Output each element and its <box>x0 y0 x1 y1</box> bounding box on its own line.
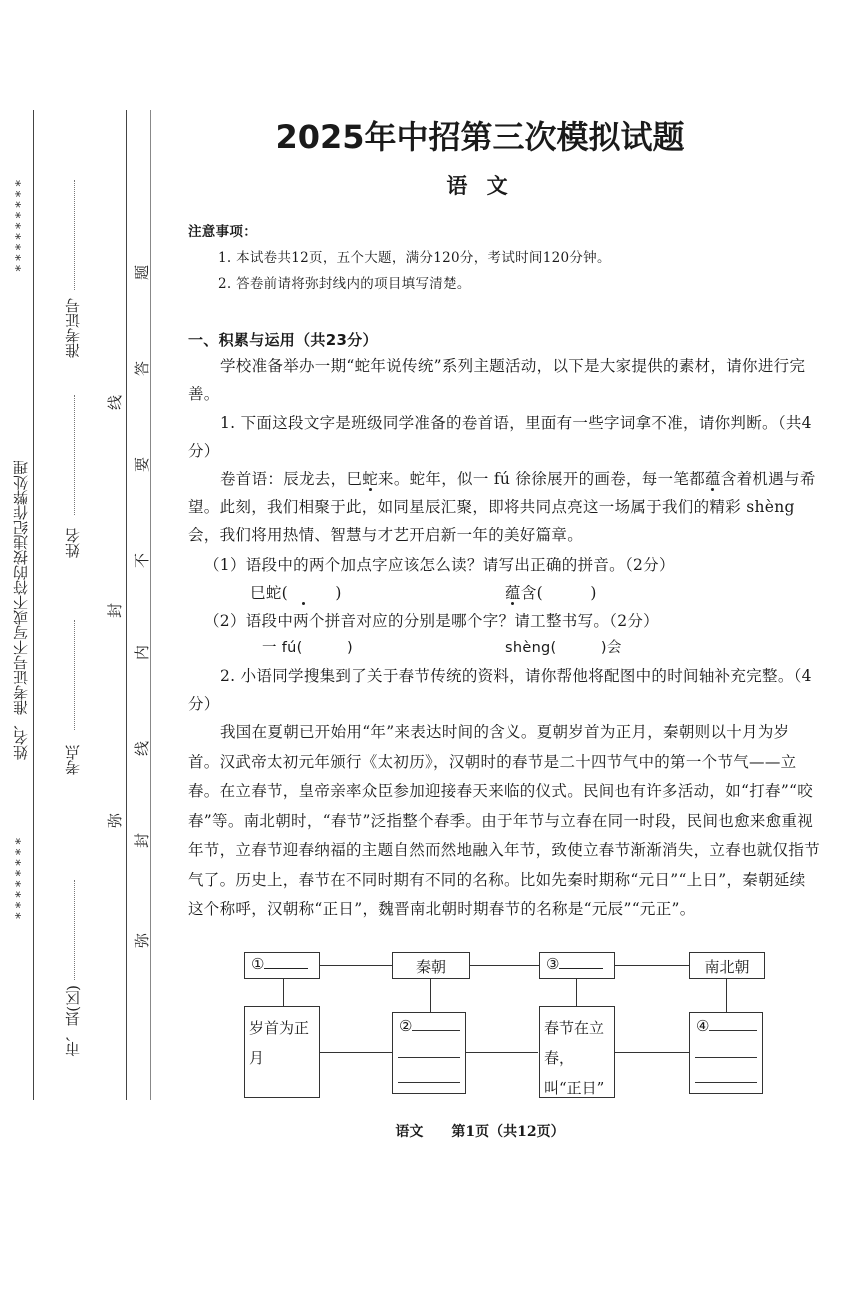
seal-char-feng-1: 封 <box>106 602 125 619</box>
margin-line-1 <box>33 110 34 1100</box>
question-1-stem: 1. 下面这段文字是班级同学准备的卷首语，里面有一些字词拿不准，请你判断。（共4分） <box>188 414 812 460</box>
seal-char-bu: 不 <box>133 552 152 569</box>
timeline-top-connector-3 <box>614 965 689 966</box>
timeline-top-connector-1 <box>320 965 392 966</box>
question-2-passage: 我国在夏朝已开始用“年”来表达时间的含义。夏朝岁首为正月，秦朝则以十月为岁首。汉武帝太初元年颁行《太初历》，汉朝时的春节是二十四节气中的第一个节气——立春。在立春节，皇帝亲率众臣参加迎接春天来临的仪式。民间也有许多活动，如“打春”“咬春”等。南北朝时，“春节”泛指整个春季。由于年节与立春在同一时段，民间也愈来愈重视年节，立春节迎春纳福的主题自然而然地融入年节，致使立春节渐渐消失，立春也就仅指节气了。历史上，春节在不同时期有不同的名称。比如先秦时期称“元日”“上日”，秦朝延续这个称呼，汉朝称“正日”，魏晋南北朝时期春节的名称是“元辰”“元正”。 <box>188 723 821 918</box>
section-1-heading: 一、积累与运用（共23分） <box>188 331 378 349</box>
dotted-char-yun: 蕴 <box>705 470 721 488</box>
timeline-vconn-3 <box>576 978 577 1006</box>
timeline-blank-3-line <box>559 968 603 969</box>
seal-char-ti: 题 <box>133 264 152 281</box>
answer-fu-blank[interactable]: 一 fú( ) <box>262 640 353 656</box>
margin-stars-bottom: * * * * * * * * <box>7 838 22 919</box>
timeline-top-connector-2 <box>470 965 540 966</box>
timeline-blank-2-line-3 <box>398 1082 460 1083</box>
timeline-blank-2-line-2 <box>398 1057 460 1058</box>
timeline-top-box-1[interactable] <box>244 952 320 979</box>
timeline-bottom-box-3 <box>539 1006 615 1098</box>
timeline-blank-2-line-1 <box>412 1030 460 1031</box>
exam-site-label: 考点 <box>64 745 82 775</box>
passage-part-b: 来。蛇年，似一 fú 徐徐展开的画卷，每一笔都 <box>378 470 705 488</box>
timeline-bottom-box-1 <box>244 1006 320 1098</box>
margin-vertical-note: 姓名、准考证号不写或不符的按违纪作弊处理 <box>12 460 30 760</box>
timeline-qin-label: 秦朝 <box>415 958 446 976</box>
margin-line-2 <box>126 110 127 1100</box>
timeline-blank-1-label: ① <box>251 955 265 973</box>
question-1-sub-1: （1）语段中的两个加点字应该怎么读？请写出正确的拼音。（2分） <box>204 556 675 574</box>
exam-site-field[interactable] <box>74 620 75 730</box>
exam-number-label: 准考证号 <box>64 298 82 358</box>
notice-item-1: 1. 本试卷共12页，五个大题，满分120分，考试时间120分钟。 <box>218 250 611 266</box>
passage-part-c: 含着机遇与希望。此刻，我们相聚于此，如同星辰汇聚，即将共同点亮这一场属于我们的精彩 shèng 会，我们将用热情、智慧与才艺开启新一年的美好篇章。 <box>188 470 816 544</box>
timeline-top-box-3[interactable] <box>539 952 615 979</box>
timeline-blank-3-label: ③ <box>546 955 560 973</box>
city-county-field[interactable] <box>74 880 75 980</box>
question-1-passage <box>188 465 820 549</box>
answer-she-char-dotted: 蛇( ) <box>265 584 342 602</box>
seal-char-yao: 要 <box>133 456 152 473</box>
seal-char-feng-2: 封 <box>133 832 152 849</box>
dotted-char-she: 蛇 <box>362 470 379 488</box>
answer-she-char: 巳 <box>250 584 266 602</box>
seal-char-nei: 内 <box>133 644 152 661</box>
timeline-bottom-connector-3 <box>614 1052 689 1053</box>
timeline-top-box-nanbei <box>689 952 765 979</box>
timeline-bottom-connector-2 <box>466 1052 538 1053</box>
timeline-vconn-4 <box>726 978 727 1012</box>
answer-she-pinyin[interactable] <box>250 579 450 607</box>
subject-title: 语 文 <box>446 173 514 198</box>
notice-item-2: 2. 答卷前请将弥封线内的项目填写清楚。 <box>218 276 471 292</box>
name-field[interactable] <box>74 395 75 515</box>
timeline-top-box-qin <box>392 952 470 979</box>
timeline-xia-text: 岁首为正月 <box>249 1019 310 1067</box>
city-county-label: 市、县(区) <box>64 985 82 1057</box>
timeline-bottom-connector-1 <box>320 1052 392 1053</box>
seal-char-mi-1: 弥 <box>106 812 125 829</box>
margin-stars-top: * * * * * * * * * <box>7 180 22 272</box>
section-1-intro: 学校准备举办一期“蛇年说传统”系列主题活动，以下是大家提供的素材，请你进行完善。 <box>188 357 806 403</box>
answer-yun-char-dotted: 蕴 <box>505 584 521 602</box>
seal-char-mi-2: 弥 <box>133 932 152 949</box>
answer-sheng-blank[interactable]: shèng( )会 <box>505 640 622 656</box>
seal-char-xian-1: 线 <box>106 394 125 411</box>
page-footer: 语文 第1页（共12页） <box>395 1124 565 1140</box>
question-2-stem: 2. 小语同学搜集到了关于春节传统的资料，请你帮他将配图中的时间轴补充完整。（4分） <box>188 667 812 713</box>
timeline-blank-1-line <box>264 968 308 969</box>
timeline-blank-4-line-1 <box>709 1030 757 1031</box>
exam-number-field[interactable] <box>74 180 75 290</box>
margin-line-3 <box>150 110 151 1100</box>
timeline-vconn-1 <box>283 978 284 1006</box>
question-1-sub-2: （2）语段中两个拼音对应的分别是哪个字？请工整书写。（2分） <box>204 612 659 630</box>
timeline-vconn-2 <box>430 978 431 1012</box>
timeline-blank-4-line-2 <box>695 1057 757 1058</box>
seal-char-da: 答 <box>133 360 152 377</box>
timeline-han-text: 春节在立春，叫“正日” <box>544 1019 605 1097</box>
timeline-nanbei-label: 南北朝 <box>704 958 750 976</box>
seal-char-xian-2: 线 <box>133 740 152 757</box>
notice-heading: 注意事项： <box>188 224 257 240</box>
passage-part-a: 卷首语：辰龙去，巳 <box>220 470 363 488</box>
name-label: 姓名 <box>64 528 82 558</box>
answer-yun-pinyin[interactable] <box>505 579 705 607</box>
timeline-blank-4-line-3 <box>695 1082 757 1083</box>
answer-yun-char: 含( ) <box>520 584 597 602</box>
timeline-blank-4-label: ④ <box>696 1017 710 1035</box>
timeline-blank-2-label: ② <box>399 1017 413 1035</box>
exam-title: 2025年中招第三次模拟试题 <box>275 118 685 156</box>
